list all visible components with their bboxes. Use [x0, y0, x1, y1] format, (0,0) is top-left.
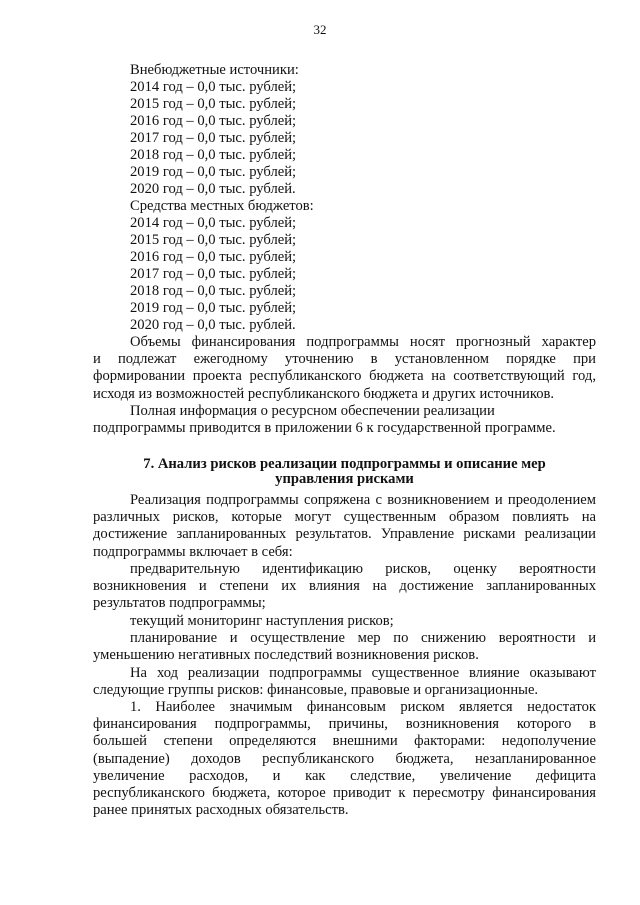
text-line: На ход реализации подпрограммы существенное влияние оказывают — [130, 665, 596, 681]
local-budget-label: Средства местных бюджетов: — [130, 198, 314, 214]
text-line: планирование и осуществление мер по снижению вероятности и — [130, 630, 596, 646]
extra-budget-row: 2015 год – 0,0 тыс. рублей; — [130, 96, 297, 112]
local-budget-row: 2017 год – 0,0 тыс. рублей; — [130, 266, 297, 282]
text-line: ранее принятых расходных обязательств. — [93, 802, 349, 819]
extra-budget-row: 2018 год – 0,0 тыс. рублей; — [130, 147, 297, 163]
text-line: уменьшению негативных последствий возникновения рисков. — [93, 647, 479, 664]
text-line: республиканского бюджета, которое приводит к пересмотру финансирования — [93, 785, 596, 802]
text-line: 1. Наиболее значимым финансовым риском является недостаток — [130, 699, 596, 715]
text-line: текущий мониторинг наступления рисков; — [130, 613, 394, 629]
text-line: различных рисков, которые могут существенным образом повлиять на — [93, 509, 596, 526]
text-line: Объемы финансирования подпрограммы носят прогнозный характер — [130, 334, 596, 350]
section-heading — [93, 457, 596, 487]
text-line: достижение запланированных результатов. Управление рисками реализации — [93, 526, 596, 543]
text-line: (выпадение) доходов республиканского бюджета, незапланированное — [93, 750, 596, 767]
paragraph-financial-risk — [93, 699, 596, 819]
heading-line: 7. Анализ рисков реализации подпрограммы и описание мер — [143, 456, 546, 472]
page-number: 32 — [313, 22, 327, 37]
text-line: результатов подпрограммы; — [93, 595, 266, 612]
text-line: финансирования подпрограммы, причины, возникновения которого в — [93, 716, 596, 733]
paragraph-risk-groups — [93, 665, 596, 699]
text-line: подпрограммы включает в себя: — [93, 543, 293, 560]
local-budget-row: 2019 год – 0,0 тыс. рублей; — [130, 300, 297, 316]
paragraph-monitoring — [93, 613, 596, 630]
text-line: предварительную идентификацию рисков, оценку вероятности — [130, 561, 596, 577]
local-budget-row: 2018 год – 0,0 тыс. рублей; — [130, 283, 297, 299]
local-budget-row: 2015 год – 0,0 тыс. рублей; — [130, 232, 297, 248]
text-line: возникновения и степени их влияния на достижение запланированных — [93, 578, 596, 595]
paragraph-risks-intro — [93, 492, 596, 561]
text-line: исходя из возможностей республиканского бюджета и других источников. — [93, 385, 555, 402]
extra-budget-row: 2020 год – 0,0 тыс. рублей. — [130, 181, 296, 197]
extra-budget-row: 2016 год – 0,0 тыс. рублей; — [130, 113, 297, 129]
extra-budget-row: 2019 год – 0,0 тыс. рублей; — [130, 164, 297, 180]
paragraph-identification — [93, 561, 596, 613]
extra-budget-label: Внебюджетные источники: — [130, 62, 299, 78]
local-budget-row: 2016 год – 0,0 тыс. рублей; — [130, 249, 297, 265]
paragraph-resource-info — [93, 403, 596, 437]
text-line: формировании проекта республиканского бюджета на соответствующий год, — [93, 368, 596, 385]
heading-line: управления рисками — [275, 471, 414, 487]
text-line: Реализация подпрограммы сопряжена с возникновением и преодолением — [130, 492, 596, 508]
text-line: увеличение расходов, и как следствие, увеличение дефицита — [93, 767, 596, 784]
text-line: подпрограммы приводится в приложении 6 к государственной программе. — [93, 420, 556, 437]
text-line: и подлежат ежегодному уточнению в установленном порядке при — [93, 351, 596, 368]
text-line: следующие группы рисков: финансовые, правовые и организационные. — [93, 682, 539, 699]
local-budget-row: 2014 год – 0,0 тыс. рублей; — [130, 215, 297, 231]
text-line: большей степени определяются внешними факторами: недополучение — [93, 733, 596, 750]
extra-budget-row: 2017 год – 0,0 тыс. рублей; — [130, 130, 297, 146]
extra-budget-row: 2014 год – 0,0 тыс. рублей; — [130, 79, 297, 95]
text-line: Полная информация о ресурсном обеспечении реализации — [130, 403, 495, 419]
local-budget-row: 2020 год – 0,0 тыс. рублей. — [130, 317, 296, 333]
paragraph-planning — [93, 630, 596, 664]
paragraph-financing-volumes — [93, 334, 596, 403]
